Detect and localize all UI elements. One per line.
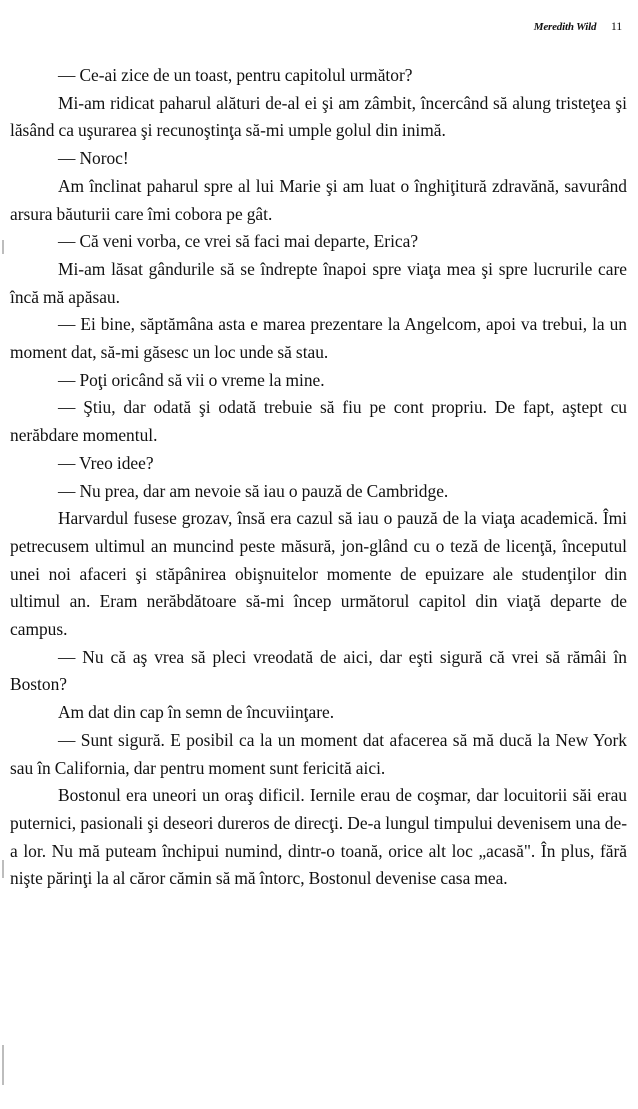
- paragraph: — Nu că aş vrea să pleci vreodată de aici, dar eşti sigură că vrei să rămâi în Boston?: [10, 646, 627, 695]
- header-author: Meredith Wild: [533, 21, 597, 33]
- paragraph: — Ei bine, săptămâna asta e marea prezentare la Angelcom, apoi va trebui, la un moment dat, să-mi găsesc un loc unde să stau.: [10, 314, 627, 363]
- paragraph: Bostonul era uneori un oraş dificil. Iernile erau de coşmar, dar locuitorii săi erau puternici, pasionali şi deseori dureros de direcţi. De-a lungul timpului devenisem una de-a lor. Nu mă puteam închipui numind, dintr-o toană, orice alt loc „acasă". În plus, fără nişte părinţi la al căror cămin să mă întorc, Bostonul devenise casa mea.: [10, 785, 627, 889]
- running-header: [534, 19, 622, 34]
- paragraph: — Ce-ai zice de un toast, pentru capitolul următor?: [58, 65, 413, 85]
- body-text: [10, 62, 627, 893]
- paragraph: — Poţi oricând să vii o vreme la mine.: [58, 369, 325, 390]
- page-number: 11: [610, 19, 622, 33]
- paragraph: — Vreo idee?: [58, 452, 154, 473]
- paragraph: — Noroc!: [58, 148, 129, 169]
- paragraph: Am înclinat paharul spre al lui Marie şi am luat o înghiţitură zdravănă, savurând arsura băuturii care îmi cobora pe gât.: [10, 175, 627, 224]
- paragraph: Am dat din cap în semn de încuviinţare.: [58, 702, 335, 723]
- paragraph: — Că veni vorba, ce vrei să faci mai departe, Erica?: [58, 231, 419, 252]
- scan-artifact: [2, 1045, 4, 1085]
- paragraph: — Sunt sigură. E posibil ca la un moment dat afacerea să mă ducă la New York sau în California, dar pentru moment sunt fericită aici.: [10, 729, 627, 778]
- paragraph: Mi-am ridicat paharul alături de-al ei şi am zâmbit, încercând să alung tristeţea şi lăsând ca uşurarea şi recunoştinţa să-mi umple golul din inimă.: [10, 92, 627, 141]
- paragraph: — Nu prea, dar am nevoie să iau o pauză de Cambridge.: [58, 480, 449, 501]
- paragraph: Mi-am lăsat gândurile să se îndrepte înapoi spre viaţa mea şi spre lucrurile care încă mă apăsau.: [10, 258, 627, 307]
- scan-artifact: [2, 860, 4, 878]
- scan-artifact: [2, 240, 4, 254]
- paragraph: Harvardul fusese grozav, însă era cazul să iau o pauză de la viaţa academică. Îmi petrecusem ultimul an muncind peste măsură, jon-glând cu o teză de licenţă, începutul unei noi afaceri şi stăpânirea obişnuitelor momente de epuizare ale studenţilor din ultimul an. Eram nerăbdătoare să-mi încep următorul capitol din viaţă departe de campus.: [10, 508, 627, 640]
- paragraph: — Ştiu, dar odată şi odată trebuie să fiu pe cont propriu. De fapt, aştept cu nerăbdare momentul.: [10, 397, 627, 446]
